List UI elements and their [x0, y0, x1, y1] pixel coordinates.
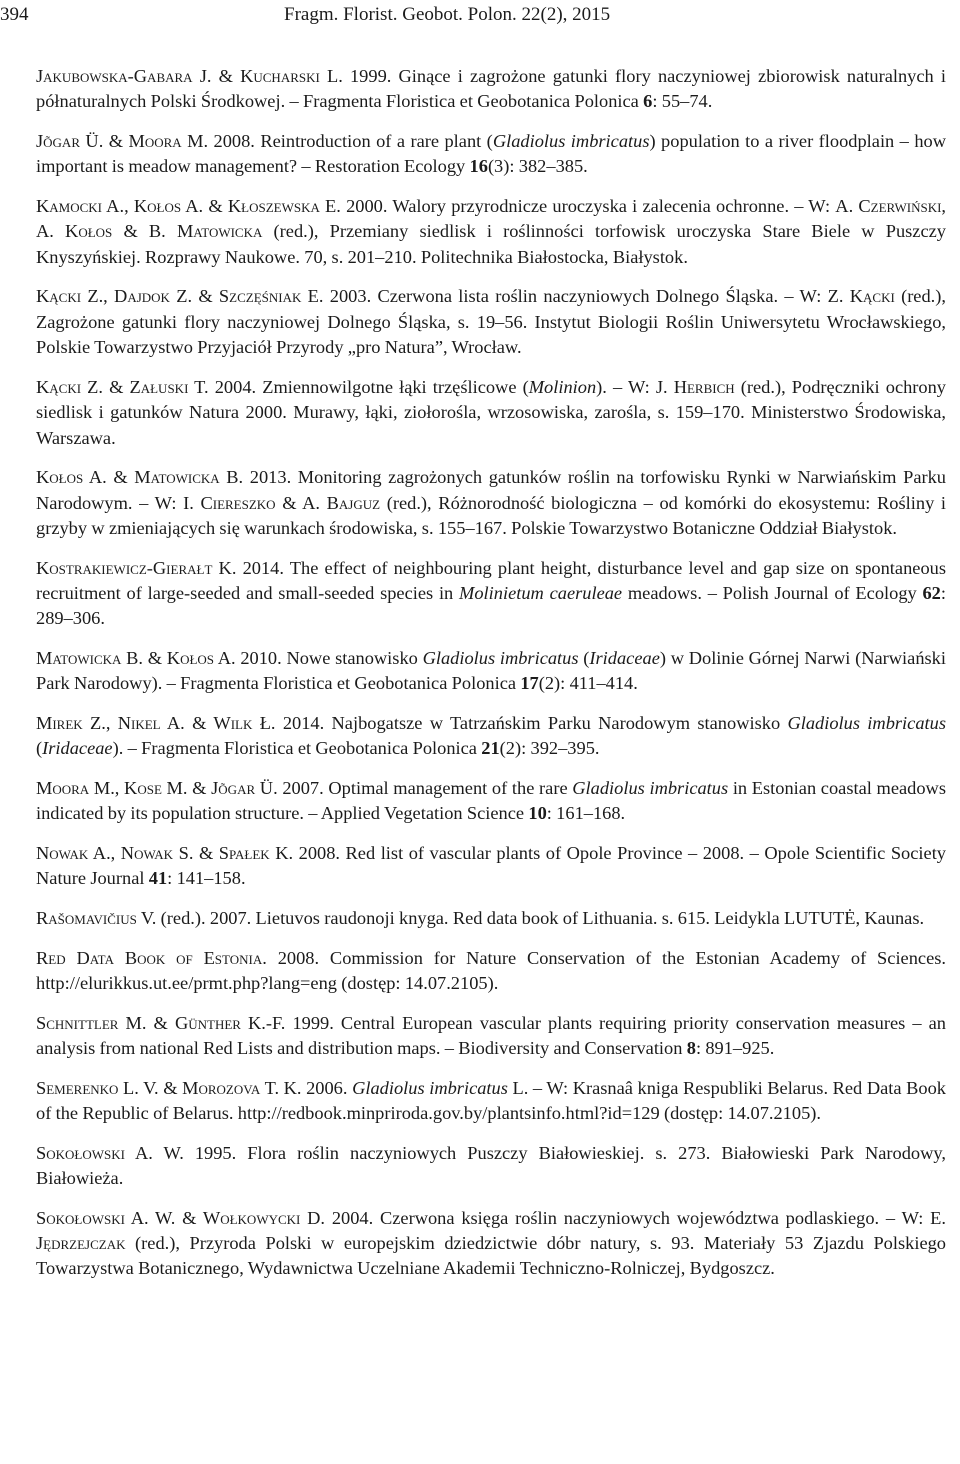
reference-authors: Kamocki A., Kołos A. & Kłoszewska E.: [36, 196, 341, 216]
reference-entry: Kącki Z. & Załuski T. 2004. Zmiennowilgotne łąki trzęślicowe (Molinion). – W: J. Herbich (red.), Podręczniki ochrony siedlisk i gatunków Natura 2000. Murawy, łąki, ziołorośla, wrzosowiska, zarośla, s. 159–170. Ministerstwo Środowiska, Warszawa.: [36, 376, 947, 448]
reference-authors: Kostrakiewicz-Gierałt K.: [36, 557, 237, 578]
species-name: Gladiolus imbricatus: [352, 1077, 508, 1098]
reference-authors: Rašomavičius V.: [36, 908, 157, 929]
reference-entry: Jõgar Ü. & Moora M. 2008. Reintroduction of a rare plant (Gladiolus imbricatus) population to a river floodplain – how important is meadow management? – Restoration Ecology 16(3): 382–385.: [36, 131, 946, 177]
reference-authors: Mirek Z., Nikel A. & Wilk Ł.: [36, 713, 276, 734]
reference-entry: Jakubowska-Gabara J. & Kucharski L. 1999. Ginące i zagrożone gatunki flory naczyniowej zbiorowisk naturalnych i półnaturalnych Polski Środkowej. – Fragmenta Floristica et Geobotanica Polonica 6: 55–74.: [36, 66, 946, 112]
reference-authors: Moora M., Kose M. & Jõgar Ü.: [36, 778, 278, 799]
volume-number: 62: [922, 583, 941, 604]
reference-editors: A. Czerwiński, A. Kołos & B. Matowicka: [36, 196, 947, 242]
volume-number: 21: [481, 738, 500, 759]
reference-entry: Mirek Z., Nikel A. & Wilk Ł. 2014. Najbogatsze w Tatrzańskim Parku Narodowym stanowisko Gladiolus imbricatus (Iridaceae). – Fragmenta Floristica et Geobotanica Polonica 21(2): 392–395.: [36, 713, 946, 759]
species-name: Gladiolus imbricatus: [422, 648, 579, 669]
reference-authors: Sokołowski A. W. & Wołkowycki D.: [36, 1207, 326, 1228]
reference-editors: I. Ciereszko & A. Bajguz: [183, 492, 381, 513]
volume-number: 6: [643, 91, 653, 112]
page-number: 394: [0, 4, 29, 25]
reference-authors: Sokołowski A. W.: [36, 1142, 184, 1163]
reference-authors: Jakubowska-Gabara J. & Kucharski L.: [36, 66, 343, 86]
reference-entry: Schnittler M. & Günther K.-F. 1999. Central European vascular plants requiring priority conservation measures – an analysis from national Red Lists and distribution maps. – Biodiversity and Conservation 8: 891–925.: [36, 1012, 946, 1059]
reference-entry: Rašomavičius V. (red.). 2007. Lietuvos raudonoji knyga. Red data book of Lithuania. s. 615. Leidykla LUTUTĖ, Kaunas.: [36, 908, 925, 929]
reference-entry: Matowicka B. & Kołos A. 2010. Nowe stanowisko Gladiolus imbricatus (Iridaceae) w Dolinie Górnej Narwi (Narwiański Park Narodowy). – Fragmenta Floristica et Geobotanica Polonica 17(2): 411–414.: [36, 648, 946, 694]
reference-entry: Nowak A., Nowak S. & Spałek K. 2008. Red list of vascular plants of Opole Province – 2008. – Opole Scientific Society Nature Journal 41: 141–158.: [36, 843, 946, 889]
reference-entry: Kącki Z., Dajdok Z. & Szczęśniak E. 2003. Czerwona lista roślin naczyniowych Dolnego Śląska. – W: Z. Kącki (red.), Zagrożone gatunki flory naczyniowej Dolnego Śląska, s. 19–56. Instytut Biologii Roślin Uniwersytetu Wrocławskiego, Polskie Towarzystwo Przyjaciół Przyrody „pro Natura”, Wrocław.: [36, 286, 946, 358]
reference-authors: Red Data Book of Estonia.: [36, 947, 267, 968]
reference-entry: Kamocki A., Kołos A. & Kłoszewska E. 2000. Walory przyrodnicze uroczyska i zalecenia ochronne. – W: A. Czerwiński, A. Kołos & B. Matowicka (red.), Przemiany siedlisk i roślinności torfowisk uroczyska Stare Biele w Puszczy Knyszyńskiej. Rozprawy Naukowe. 70, s. 201–210. Politechnika Białostocka, Białystok.: [36, 196, 947, 267]
volume-number: 41: [148, 868, 168, 889]
reference-authors: Jõgar Ü. & Moora M.: [36, 131, 209, 151]
reference-list: [36, 64, 946, 1296]
reference-entry: Kołos A. & Matowicka B. 2013. Monitoring zagrożonych gatunków roślin na torfowisku Rynki w Narwiańskim Parku Narodowym. – W: I. Ciereszko & A. Bajguz (red.), Różnorodność biologiczna – od komórki do ekosystemu: Rośliny i grzyby w zmieniających się warunkach środowiska, s. 155–167. Polskie Towarzystwo Botaniczne Oddział Białystok.: [36, 467, 947, 539]
reference-entry: Moora M., Kose M. & Jõgar Ü. 2007. Optimal management of the rare Gladiolus imbricatus in Estonian coastal meadows indicated by its population structure. – Applied Vegetation Science 10: 161–168.: [36, 778, 946, 824]
species-name: Gladiolus imbricatus: [787, 713, 946, 734]
reference-authors: Schnittler M. & Günther K.-F.: [36, 1012, 286, 1033]
volume-number: 8: [686, 1038, 696, 1059]
reference-entry: Sokołowski A. W. 1995. Flora roślin naczyniowych Puszczy Białowieskiej. s. 273. Białowieski Park Narodowy, Białowieża.: [36, 1142, 946, 1189]
reference-authors: Kącki Z. & Załuski T.: [36, 376, 209, 397]
species-name: Gladiolus imbricatus: [572, 778, 729, 799]
volume-number: 16: [469, 156, 488, 177]
taxon-name: Molinion: [528, 376, 597, 397]
reference-entry: Red Data Book of Estonia. 2008. Commission for Nature Conservation of the Estonian Academy of Sciences. http://elurikkus.ut.ee/prmt.php?lang=eng (dostęp: 14.07.2105).: [36, 947, 946, 994]
journal-title: Fragm. Florist. Geobot. Polon. 22(2), 2015: [284, 4, 611, 25]
reference-entry: Sokołowski A. W. & Wołkowycki D. 2004. Czerwona księga roślin naczyniowych województwa podlaskiego. – W: E. Jędrzejczak (red.), Przyroda Polski w europejskim dziedzictwie dóbr natury, s. 93. Materiały 53 Zjazdu Polskiego Towarzystwa Botanicznego, Wydawnictwa Uczelniane Akademii Techniczno-Rolniczej, Bydgoszcz.: [36, 1207, 946, 1279]
family-name: Iridaceae: [42, 738, 113, 759]
reference-authors: Semerenko L. V. & Morozova T. K.: [36, 1077, 302, 1098]
reference-authors: Kącki Z., Dajdok Z. & Szczęśniak E.: [36, 286, 324, 307]
taxon-name: Molinietum caeruleae: [459, 583, 623, 604]
reference-editors: Z. Kącki: [827, 286, 895, 307]
species-name: Gladiolus imbricatus: [492, 131, 650, 151]
volume-number: 17: [520, 673, 539, 694]
reference-editors: J. Herbich: [655, 376, 735, 397]
reference-authors: Kołos A. & Matowicka B.: [36, 467, 244, 488]
reference-entry: Kostrakiewicz-Gierałt K. 2014. The effect of neighbouring plant height, disturbance level and gap size on spontaneous recruitment of large-seeded and small-seeded species in Molinietum caeruleae meadows. – Polish Journal of Ecology 62: 289–306.: [36, 557, 946, 629]
reference-authors: Nowak A., Nowak S. & Spałek K.: [36, 843, 294, 864]
family-name: Iridaceae: [589, 648, 660, 669]
volume-number: 10: [528, 803, 547, 824]
running-header: [0, 2, 946, 28]
reference-editors: E. Jędrzejczak: [36, 1207, 946, 1254]
reference-entry: Semerenko L. V. & Morozova T. K. 2006. Gladiolus imbricatus L. – W: Krasnaâ kniga Respubliki Belarus. Red Data Book of the Republic of Belarus. http://redbook.minpriroda.gov.by/plantsinfo.html?id=129 (dostęp: 14.07.2105).: [36, 1077, 946, 1124]
reference-authors: Matowicka B. & Kołos A.: [36, 648, 236, 669]
